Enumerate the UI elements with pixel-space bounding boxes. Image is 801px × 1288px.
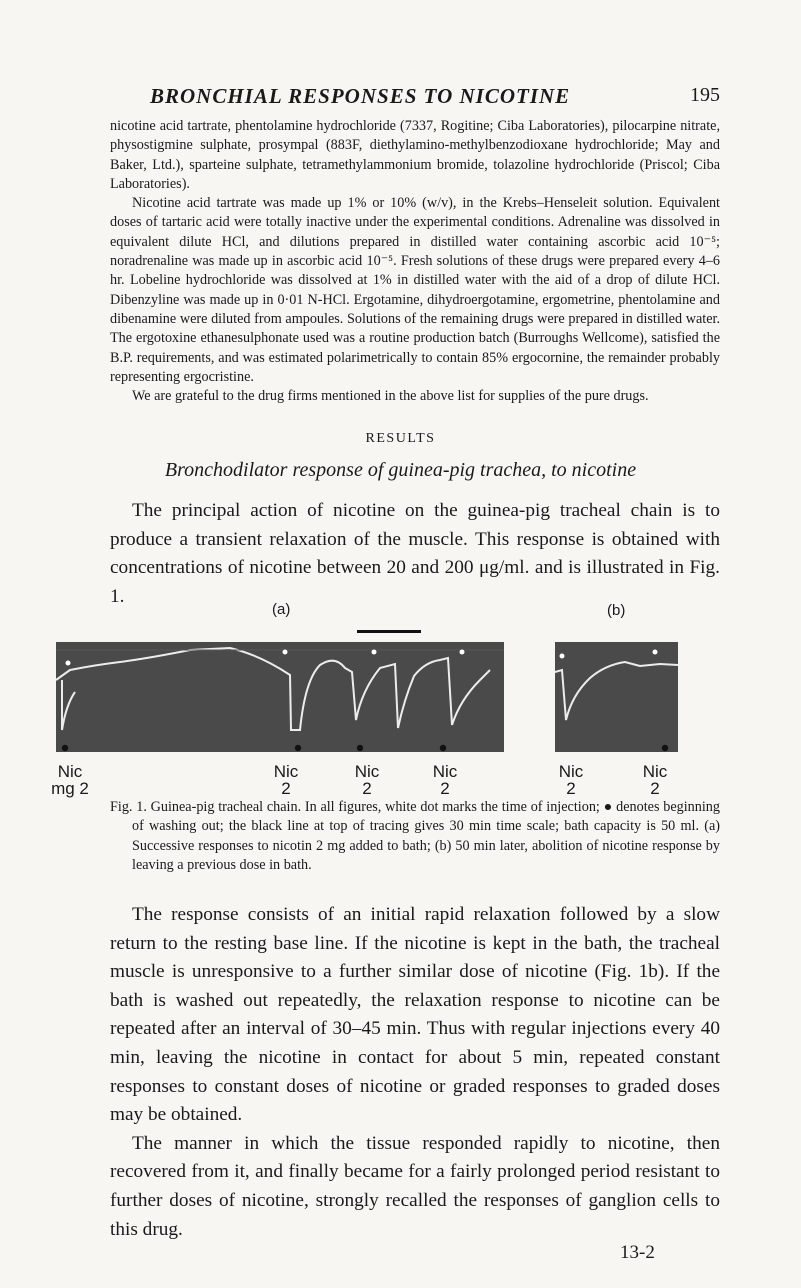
dose-label-drug: Nic xyxy=(273,762,299,781)
intro-paragraph: The principal action of nicotine on the guinea-pig tracheal chain is to produce a transient relaxation of the muscle. This response is obtained with concentrations of nicotine between 20 and 200 μg/ml. and is illustrated in Fig. 1. xyxy=(110,500,720,607)
dose-label xyxy=(266,763,306,797)
running-title: BRONCHIAL RESPONSES TO NICOTINE xyxy=(150,84,571,108)
methods-text xyxy=(110,117,720,406)
dose-label-drug: Nic xyxy=(558,762,584,781)
injection-dot xyxy=(653,650,658,655)
injection-dot xyxy=(560,654,565,659)
section-subheading: Bronchodilator response of guinea-pig trachea, to nicotine xyxy=(164,459,637,481)
washout-dot xyxy=(357,745,363,751)
body-text xyxy=(110,901,720,1244)
dose-label-amount: 2 xyxy=(440,779,450,798)
dose-label xyxy=(425,763,465,797)
methods-paragraph: Nicotine acid tartrate was made up 1% or 10% (w/v), in the Krebs–Henseleit solution. Equivalent doses of tartaric acid were totally inactive under the experimental conditions. Adrenaline was dissolved in equivalent dilute HCl, and dilutions prepared in distilled water containing ascorbic acid 10⁻⁵; noradrenaline was made up in ascorbic acid 10⁻⁵. Fresh solutions of these drugs were prepared every 4–6 hr. Lobeline hydrochloride was dissolved at 1% in distilled water with the aid of a drop of dilute HCl. Dibenzyline was made up in 0·01 N-HCl. Ergotamine, dihydroergotamine, ergometrine, phentolamine and dibenamine were diluted from ampoules. Solutions of the remaining drugs were prepared in distilled water. The ergotoxine ethanesulphonate used was a routine production batch (Burroughs Wellcome), satisfied the B.P. requirements, and was estimated polarimetrically to contain 85% ergocornine, the remainder probably representing ergocristine. xyxy=(110,195,720,385)
black-dot-icon: ● xyxy=(603,799,613,815)
time-scale-bar xyxy=(357,630,421,633)
dose-label-drug: Nic xyxy=(354,762,380,781)
panel-a-tracing xyxy=(56,642,504,752)
dose-label xyxy=(635,763,675,797)
acknowledgement-paragraph: We are grateful to the drug firms mentioned in the above list for supplies of the pure drugs. xyxy=(132,388,649,405)
injection-dot xyxy=(460,650,465,655)
dose-label xyxy=(347,763,387,797)
dose-label-amount: 2 xyxy=(650,779,660,798)
results-heading: RESULTS xyxy=(365,431,436,446)
running-header xyxy=(110,84,720,108)
dose-label-amount: mg 2 xyxy=(51,779,89,798)
dose-label-drug: Nic xyxy=(432,762,458,781)
tracing-image xyxy=(0,620,801,780)
injection-dot xyxy=(66,661,71,666)
washout-dot xyxy=(662,745,668,751)
signature-mark: 13-2 xyxy=(620,1242,655,1263)
figure-caption xyxy=(110,798,720,875)
dose-label-amount: 2 xyxy=(566,779,576,798)
dose-label-amount: 2 xyxy=(362,779,372,798)
panel-a-label: (a) xyxy=(272,601,291,618)
dose-label-drug: Nic xyxy=(642,762,668,781)
dose-label xyxy=(551,763,591,797)
dose-label-drug: Nic xyxy=(57,762,83,781)
injection-dot xyxy=(283,650,288,655)
body-paragraph: The response consists of an initial rapid relaxation followed by a slow return to the resting base line. If the nicotine is kept in the bath, the tracheal muscle is unresponsive to a further similar dose of nicotine (Fig. 1b). If the bath is washed out repeatedly, the relaxation response to nicotine can be repeated after an interval of 30–45 min. Thus with regular injections every 40 min, leaving the nicotine in contact for about 5 min, repeated constant responses to constant doses of nicotine or graded responses to graded doses may be obtained. xyxy=(110,904,720,1126)
methods-paragraph: nicotine acid tartrate, phentolamine hydrochloride (7337, Rogitine; Ciba Laboratories), pilocarpine nitrate, physostigmine sulphate, prosympal (883F, diethylamino-methylbenzodioxane hydrochloride; May and Baker, Ltd.), sparteine sulphate, tetramethylammonium bromide, tolazoline hydrochloride (Priscol; Ciba Laboratories). xyxy=(110,118,720,192)
caption-text: denotes beginning of washing out; the black line at top of tracing gives 30 min time scale; bath capacity is 50 ml. (a) Successive responses to nicotin 2 mg added to bath; (b) 50 min later, abolition of nicotine response by leaving a previous dose in bath. xyxy=(132,799,720,873)
dose-label-amount: 2 xyxy=(281,779,291,798)
caption-text: Guinea-pig tracheal chain. In all figures, white dot marks the time of injection; xyxy=(146,799,604,815)
washout-dot xyxy=(295,745,301,751)
washout-dot xyxy=(62,745,68,751)
intro-text xyxy=(110,497,720,611)
panel-b-label: (b) xyxy=(607,602,626,619)
injection-dot xyxy=(372,650,377,655)
body-paragraph: The manner in which the tissue responded rapidly to nicotine, then recovered from it, and finally became for a fairly prolonged period resistant to further doses of nicotine, strongly recalled the responses of ganglion cells to this drug. xyxy=(110,1132,720,1240)
page-number: 195 xyxy=(690,84,720,106)
caption-lead: Fig. 1. xyxy=(110,799,147,815)
dose-label xyxy=(50,763,90,797)
washout-dot xyxy=(440,745,446,751)
panel-b-tracing xyxy=(555,642,678,752)
